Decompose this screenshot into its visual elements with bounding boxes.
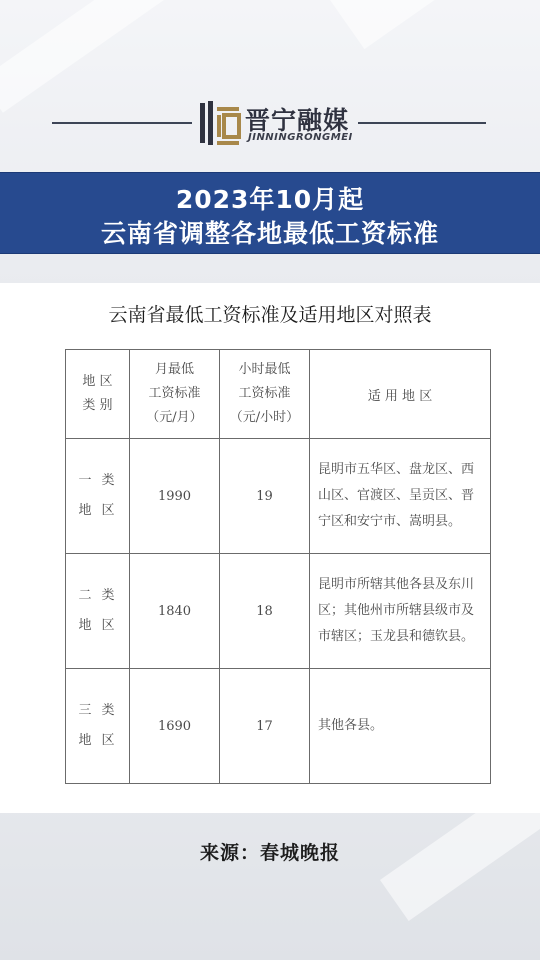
row-monthly-wage: 1990 xyxy=(130,439,220,554)
source-credit: 来源：春城晚报 xyxy=(199,842,340,864)
header-monthly-line: 工资标准 xyxy=(148,386,201,401)
header-category xyxy=(66,350,130,439)
table-header-row xyxy=(66,350,491,439)
header-hourly-line: 小时最低 xyxy=(238,362,291,377)
table-row xyxy=(66,554,491,669)
header-monthly xyxy=(130,350,220,439)
row-hourly-wage: 18 xyxy=(220,554,310,669)
header-monthly-line: （元/月） xyxy=(146,410,203,425)
row-category xyxy=(66,669,130,784)
row-category xyxy=(66,554,130,669)
row-category-line: 地区 xyxy=(78,503,125,518)
header-areas: 适 用 地 区 xyxy=(310,350,491,439)
row-hourly-wage: 19 xyxy=(220,439,310,554)
header-monthly-line: 月最低 xyxy=(154,362,194,377)
brand-name-cn: 晋宁融媒 xyxy=(245,106,350,135)
header-hourly-line: 工资标准 xyxy=(238,386,291,401)
logo-divider-right xyxy=(358,122,486,124)
row-category-line: 地区 xyxy=(78,618,125,633)
background-stripe xyxy=(330,0,540,49)
row-areas: 昆明市所辖其他各县及东川区；其他州市所辖县级市及市辖区；玉龙县和德钦县。 xyxy=(310,554,491,669)
logo-divider-left xyxy=(52,122,192,124)
brand-logo xyxy=(0,96,540,156)
header-category-line: 地 区 xyxy=(82,374,113,389)
logo-mark-icon xyxy=(198,99,242,147)
header-hourly xyxy=(220,350,310,439)
row-hourly-wage: 17 xyxy=(220,669,310,784)
headline-line-1: 2023年10月起 xyxy=(175,185,365,214)
row-category-line: 地区 xyxy=(78,733,125,748)
table-row xyxy=(66,669,491,784)
row-monthly-wage: 1840 xyxy=(130,554,220,669)
table-title: 云南省最低工资标准及适用地区对照表 xyxy=(108,304,432,326)
row-areas: 其他各县。 xyxy=(310,669,491,784)
header-category-line: 类 别 xyxy=(82,398,113,413)
header-hourly-line: （元/小时） xyxy=(229,410,300,425)
row-category xyxy=(66,439,130,554)
row-category-line: 一类 xyxy=(78,473,125,488)
minimum-wage-table xyxy=(65,349,491,784)
table-row xyxy=(66,439,491,554)
headline-line-2: 云南省调整各地最低工资标准 xyxy=(100,219,439,248)
row-monthly-wage: 1690 xyxy=(130,669,220,784)
brand-name-en: JINNINGRONGMEI xyxy=(248,132,353,143)
row-areas: 昆明市五华区、盘龙区、西山区、官渡区、呈贡区、晋宁区和安宁市、嵩明县。 xyxy=(310,439,491,554)
row-category-line: 三类 xyxy=(78,703,125,718)
row-category-line: 二类 xyxy=(78,588,125,603)
headline-banner xyxy=(0,172,540,254)
